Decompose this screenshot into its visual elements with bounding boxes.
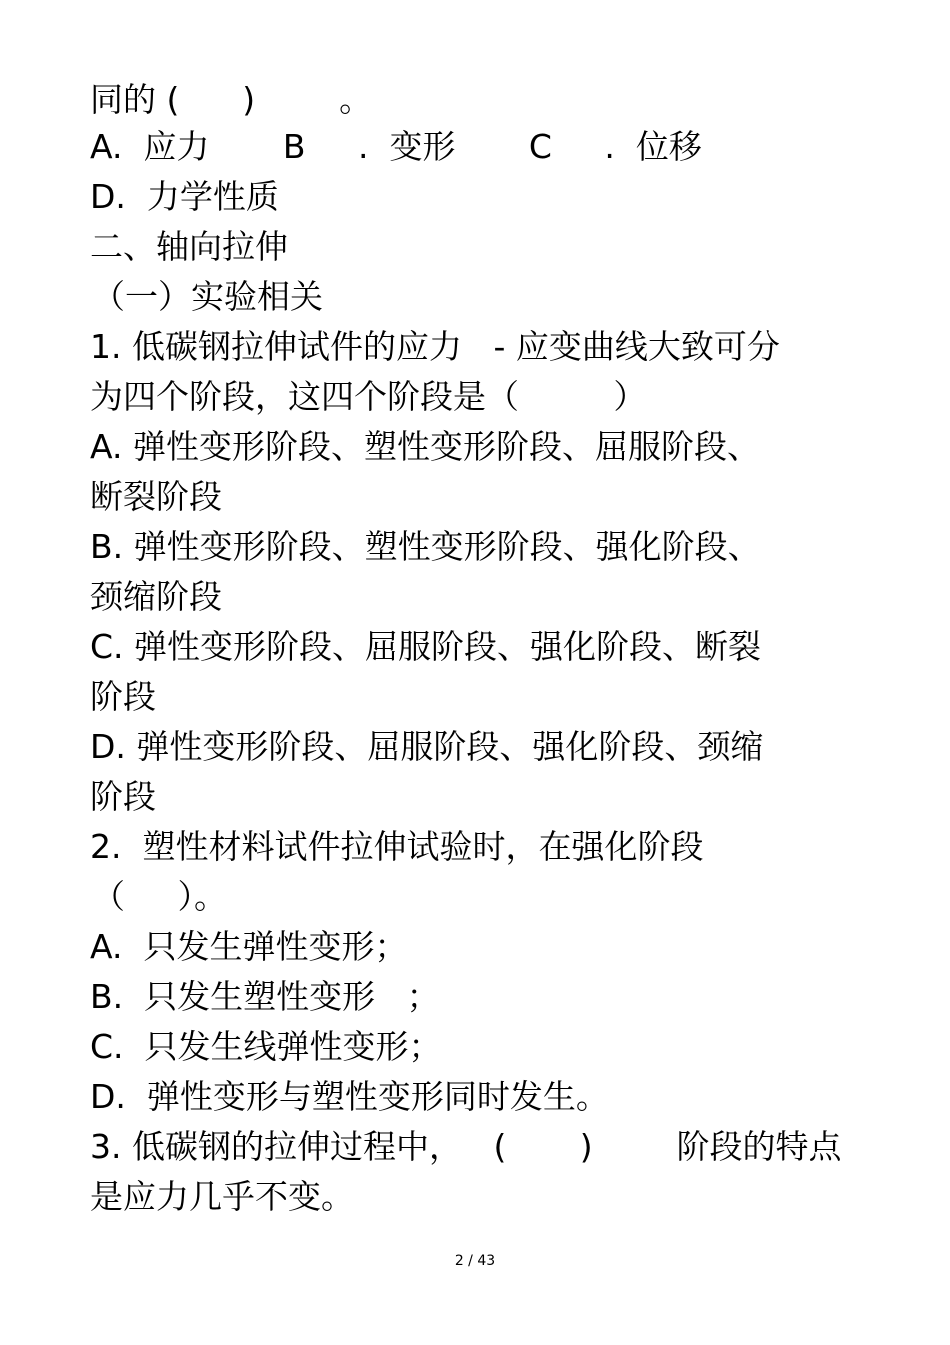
text-line: C. 弹性变形阶段、屈服阶段、强化阶段、断裂 [90,627,762,666]
text-line: A. 只发生弹性变形； [90,927,408,966]
text-line: 阶段 [90,777,156,816]
text-line: D. 力学性质 [90,177,279,216]
text-line: （一）实验相关 [92,277,323,316]
page-number: 2 / 43 [454,1253,496,1269]
text-line: 同的 ( ) 。 [90,80,373,119]
text-line: 是应力几乎不变。 [90,1177,354,1216]
text-line: B. 只发生塑性变形 ； [90,977,440,1016]
text-line: A. 弹性变形阶段、塑性变形阶段、屈服阶段、 [90,427,760,466]
text-line: A. 应力 B . 变形 C . 位移 [90,127,702,166]
text-line: 颈缩阶段 [90,577,222,616]
text-line: D. 弹性变形阶段、屈服阶段、强化阶段、颈缩 [90,727,764,766]
text-line: （ ）。 [92,877,227,916]
text-line: 3. 低碳钢的拉伸过程中， ( ) 阶段的特点 [90,1127,842,1166]
text-line: 1. 低碳钢拉伸试件的应力 - 应变曲线大致可分 [90,327,780,366]
text-line: 2. 塑性材料试件拉伸试验时，在强化阶段 [90,827,704,866]
text-line: 阶段 [90,677,156,716]
text-line: C. 只发生线弹性变形； [90,1027,442,1066]
text-line: 断裂阶段 [90,477,222,516]
text-line: B. 弹性变形阶段、塑性变形阶段、强化阶段、 [90,527,761,566]
text-line: D. 弹性变形与塑性变形同时发生。 [90,1077,609,1116]
text-line: 二、轴向拉伸 [90,227,288,266]
text-line: 为四个阶段，这四个阶段是（ ） [90,377,647,416]
